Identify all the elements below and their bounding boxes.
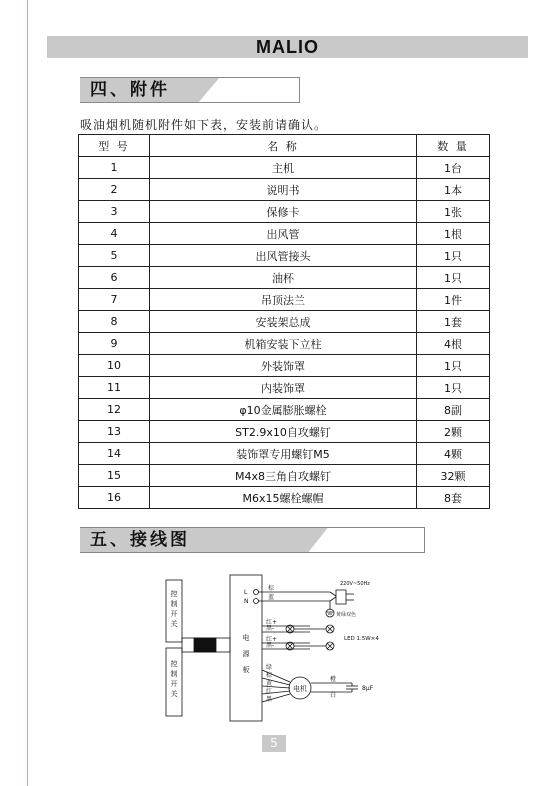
cell-name: φ10金属膨胀螺栓 — [150, 399, 417, 421]
table-row — [79, 311, 490, 333]
table-row — [79, 289, 490, 311]
cell-name: M4x8三角自攻螺钉 — [150, 465, 417, 487]
cell-qty: 1只 — [417, 267, 490, 289]
table-row — [79, 355, 490, 377]
table-row — [79, 157, 490, 179]
cell-qty: 1只 — [417, 377, 490, 399]
cell-qty: 1台 — [417, 157, 490, 179]
table-row — [79, 443, 490, 465]
cell-name: 内装饰罩 — [150, 377, 417, 399]
cell-model: 1 — [79, 157, 150, 179]
cell-model: 9 — [79, 333, 150, 355]
led-wire-black-2: 黑- — [266, 642, 275, 649]
table-body — [79, 157, 490, 509]
cell-name: 机箱安装下立柱 — [150, 333, 417, 355]
wire-brown-label: 棕 — [268, 585, 275, 592]
cell-qty: 1件 — [417, 289, 490, 311]
cell-qty: 8副 — [417, 399, 490, 421]
cell-model: 10 — [79, 355, 150, 377]
led-spec-label: LED 1.5W×4 — [344, 636, 379, 642]
cell-name: 出风管 — [150, 223, 417, 245]
cell-model: 12 — [79, 399, 150, 421]
cell-model: 7 — [79, 289, 150, 311]
table-row — [79, 377, 490, 399]
terminal-n — [254, 599, 259, 604]
cell-model: 3 — [79, 201, 150, 223]
motor-label: 电机 — [293, 685, 307, 693]
cell-model: 11 — [79, 377, 150, 399]
cell-qty: 1根 — [417, 223, 490, 245]
column-header-qty: 数 量 — [417, 135, 490, 157]
cell-qty: 32颗 — [417, 465, 490, 487]
cell-model: 6 — [79, 267, 150, 289]
cell-name: 装饰罩专用螺钉M5 — [150, 443, 417, 465]
cell-qty: 8套 — [417, 487, 490, 509]
cell-qty: 4根 — [417, 333, 490, 355]
motor-wire-yellow: 黄 — [266, 680, 273, 687]
column-header-model: 型 号 — [79, 135, 150, 157]
control-switch-top-label: 控制开关 — [170, 590, 178, 628]
table-row — [79, 179, 490, 201]
cell-model: 8 — [79, 311, 150, 333]
cell-qty: 4颗 — [417, 443, 490, 465]
brand-logo: MALIO — [256, 37, 319, 57]
section-5-heading — [80, 527, 425, 553]
cell-model: 2 — [79, 179, 150, 201]
cell-name: 保修卡 — [150, 201, 417, 223]
table-row — [79, 421, 490, 443]
table-row — [79, 245, 490, 267]
page-margin-line — [27, 0, 28, 786]
table-row — [79, 201, 490, 223]
cell-name: 外装饰罩 — [150, 355, 417, 377]
cell-model: 4 — [79, 223, 150, 245]
motor-wire-green: 绿 — [266, 664, 273, 671]
cell-name: 油杯 — [150, 267, 417, 289]
section-4-heading — [80, 77, 300, 103]
terminal-n-label: N — [244, 598, 249, 605]
header-band — [47, 36, 528, 58]
wire-blue-label: 蓝 — [268, 594, 275, 601]
supply-voltage: 220V~50Hz — [340, 581, 370, 587]
cell-qty: 2颗 — [417, 421, 490, 443]
table-row — [79, 487, 490, 509]
cap-wire-orange: 橙 — [330, 676, 337, 683]
cell-model: 14 — [79, 443, 150, 465]
cell-name: ST2.9x10自攻螺钉 — [150, 421, 417, 443]
table-row — [79, 465, 490, 487]
capacitor-label: 8μF — [362, 685, 374, 692]
terminal-l-label: L — [244, 589, 248, 596]
table-row — [79, 333, 490, 355]
ground-label: 黄绿双色 — [336, 612, 357, 618]
power-board-box — [230, 575, 262, 721]
cell-model: 5 — [79, 245, 150, 267]
motor-wire-brown: 棕 — [266, 672, 273, 679]
cell-name: 主机 — [150, 157, 417, 179]
accessories-intro: 吸油烟机随机附件如下表，安装前请确认。 — [80, 118, 328, 132]
motor-wire-red: 红 — [266, 688, 273, 695]
power-plug — [336, 590, 346, 604]
wiring-diagram — [160, 570, 400, 730]
cell-qty: 1本 — [417, 179, 490, 201]
led-wire-red-2: 红+ — [266, 636, 278, 643]
cap-wire-white: 白 — [330, 692, 337, 699]
page-number: 5 — [262, 735, 286, 752]
table-row — [79, 223, 490, 245]
column-header-name: 名 称 — [150, 135, 417, 157]
ribbon-connector — [194, 638, 216, 652]
cell-qty: 1套 — [417, 311, 490, 333]
cell-name: M6x15螺栓螺帽 — [150, 487, 417, 509]
table-row — [79, 267, 490, 289]
control-switch-bottom-label: 控制开关 — [170, 660, 178, 698]
led-wire-black-1: 黑- — [266, 625, 275, 632]
accessories-table — [78, 134, 490, 509]
cell-name: 安装架总成 — [150, 311, 417, 333]
cell-qty: 1只 — [417, 355, 490, 377]
cell-name: 出风管接头 — [150, 245, 417, 267]
cell-qty: 1只 — [417, 245, 490, 267]
cell-model: 13 — [79, 421, 150, 443]
table-header-row — [79, 135, 490, 157]
terminal-l — [254, 590, 259, 595]
ground-icon — [326, 609, 334, 617]
led-wire-red-1: 红+ — [266, 619, 278, 626]
cell-model: 15 — [79, 465, 150, 487]
power-board-label: 电源板 — [242, 634, 250, 674]
motor-wire-black: 黑 — [266, 696, 273, 703]
cell-qty: 1张 — [417, 201, 490, 223]
section-4-title: 四、附件 — [90, 80, 170, 100]
section-5-title: 五、接线图 — [90, 530, 190, 550]
cell-model: 16 — [79, 487, 150, 509]
cell-name: 吊顶法兰 — [150, 289, 417, 311]
cell-name: 说明书 — [150, 179, 417, 201]
table-row — [79, 399, 490, 421]
